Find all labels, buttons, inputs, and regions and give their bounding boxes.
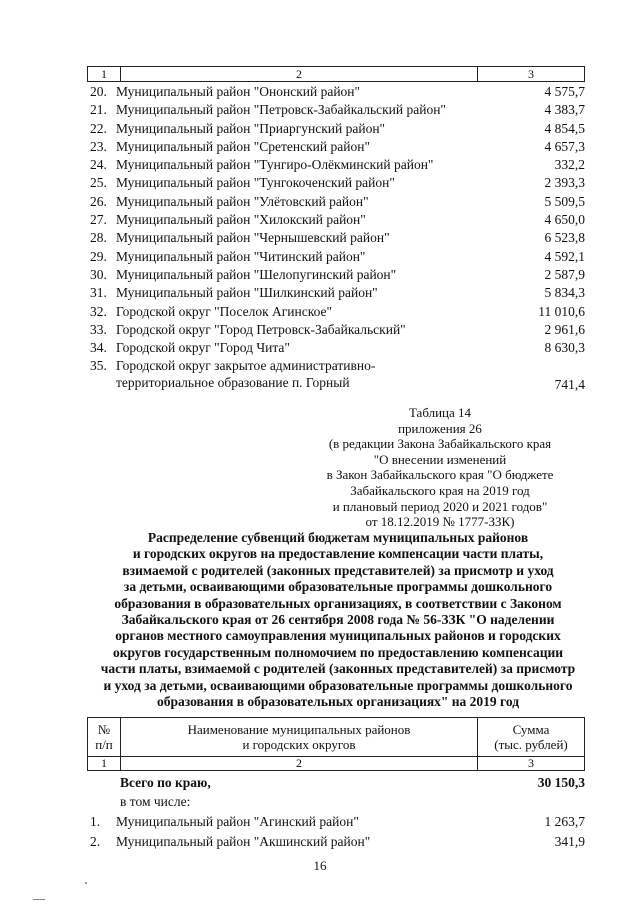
total-label: Всего по краю, bbox=[120, 775, 211, 790]
title-line: и городских округов на предоставление компенсации части платы, bbox=[132, 546, 544, 562]
table-row bbox=[90, 101, 585, 119]
row-number: 22. bbox=[90, 120, 107, 136]
row-number: 24. bbox=[90, 157, 107, 173]
table-row bbox=[90, 284, 585, 302]
main-table-body bbox=[90, 812, 585, 852]
row-name-line1: Городской округ закрытое административно- bbox=[116, 358, 376, 374]
header-number-line2: п/п bbox=[95, 737, 113, 752]
row-name: Муниципальный район "Шилкинский район" bbox=[116, 285, 378, 301]
row-value: 332,2 bbox=[554, 157, 585, 173]
col-number-3: 3 bbox=[528, 755, 534, 770]
row-value: 4 575,7 bbox=[544, 84, 585, 99]
col-number-1: 1 bbox=[88, 756, 121, 770]
title-line: взимаемой с родителей (законных представителей) за присмотр и уход bbox=[122, 562, 554, 578]
table-row bbox=[90, 812, 585, 832]
row-name: Муниципальный район "Хилокский район" bbox=[116, 212, 366, 228]
document-title bbox=[88, 530, 588, 710]
row-name: Городской округ "Поселок Агинское" bbox=[116, 303, 333, 319]
row-value: 5 834,3 bbox=[544, 285, 585, 301]
title-line: образования в образовательных организациях" на 2019 год bbox=[156, 694, 520, 710]
note-line: (в редакции Закона Забайкальского края bbox=[328, 436, 552, 452]
col-number-2: 2 bbox=[121, 756, 478, 770]
table-row bbox=[90, 156, 585, 174]
note-line: от 18.12.2019 № 1777-ЗЗК) bbox=[365, 514, 515, 530]
row-value: 4 650,0 bbox=[544, 212, 585, 228]
row-number: 35. bbox=[90, 358, 107, 374]
title-line: округов государственным полномочием по предоставлению компенсации bbox=[112, 644, 564, 660]
header-number bbox=[88, 718, 121, 756]
total-row bbox=[120, 775, 585, 791]
row-value: 2 393,3 bbox=[544, 175, 585, 191]
row-name: Муниципальный район "Петровск-Забайкальский район" bbox=[116, 102, 446, 118]
note-line: Забайкальского края на 2019 год bbox=[350, 482, 530, 498]
header-number-line1: № bbox=[97, 722, 111, 737]
row-number: 25. bbox=[90, 175, 107, 191]
note-line: и плановый период 2020 и 2021 годов" bbox=[332, 498, 548, 514]
col-number-2: 2 bbox=[121, 67, 478, 81]
row-value: 741,4 bbox=[554, 377, 585, 393]
row-name: Муниципальный район "Сретенский район" bbox=[116, 138, 370, 154]
table-row bbox=[90, 193, 585, 211]
row-number: 33. bbox=[90, 321, 107, 337]
header-name-line2: и городских округов bbox=[242, 737, 356, 752]
table-note bbox=[300, 405, 580, 530]
row-name: Муниципальный район "Акшинский район" bbox=[116, 834, 371, 849]
table-row bbox=[90, 120, 585, 138]
row-name: Муниципальный район "Приаргунский район" bbox=[116, 120, 386, 136]
row-number: 32. bbox=[90, 303, 107, 319]
row-number: 2. bbox=[90, 834, 101, 849]
continuation-table-header bbox=[87, 66, 585, 82]
table-row bbox=[90, 248, 585, 266]
row-value: 4 592,1 bbox=[544, 248, 585, 264]
row-value: 4 854,5 bbox=[544, 120, 585, 136]
row-number: 31. bbox=[90, 285, 107, 301]
row-name: Муниципальный район "Чернышевский район" bbox=[116, 230, 390, 246]
row-name bbox=[116, 357, 495, 393]
continuation-table-body bbox=[90, 83, 585, 393]
table-row bbox=[90, 266, 585, 284]
row-name: Муниципальный район "Ононский район" bbox=[116, 84, 361, 99]
including-label: в том числе: bbox=[120, 794, 191, 809]
row-name: Муниципальный район "Улётовский район" bbox=[116, 193, 369, 209]
note-line: Таблица 14 bbox=[408, 405, 472, 420]
row-value: 11 010,6 bbox=[538, 303, 585, 319]
row-number: 34. bbox=[90, 340, 107, 356]
table-row bbox=[90, 83, 585, 101]
title-line: образования в образовательных организациях, в соответствии с Законом bbox=[114, 595, 562, 611]
row-number: 28. bbox=[90, 230, 107, 246]
row-number: 30. bbox=[90, 266, 107, 282]
row-name-line2: территориальное образование п. Горный bbox=[116, 375, 350, 391]
table-row bbox=[90, 211, 585, 229]
row-number: 21. bbox=[90, 102, 107, 118]
header-name-line1: Наименование муниципальных районов bbox=[187, 722, 411, 737]
table-row bbox=[90, 339, 585, 357]
title-line: за детьми, осваивающими образовательные программы дошкольного bbox=[123, 579, 553, 595]
header-name bbox=[121, 718, 478, 756]
row-name: Муниципальный район "Агинский район" bbox=[116, 814, 359, 829]
row-number: 20. bbox=[90, 84, 107, 99]
title-line: и уход за детьми, осваивающими образовательные программы дошкольного bbox=[103, 677, 573, 693]
row-number: 1. bbox=[90, 814, 101, 829]
row-value: 341,9 bbox=[554, 834, 585, 849]
table-row bbox=[90, 138, 585, 156]
row-value: 4 383,7 bbox=[544, 102, 585, 118]
scan-mark bbox=[33, 899, 45, 900]
scan-speck bbox=[85, 882, 87, 884]
row-name: Городской округ "Город Чита" bbox=[116, 340, 290, 356]
table-row bbox=[90, 229, 585, 247]
table-row bbox=[90, 303, 585, 321]
note-line: в Закон Забайкальского края "О бюджете bbox=[326, 467, 554, 483]
row-name: Муниципальный район "Читинский район" bbox=[116, 248, 366, 264]
title-line: части платы, взимаемой с родителей (законных представителей) за присмотр bbox=[100, 661, 576, 677]
header-sum-line2: (тыс. рублей) bbox=[494, 737, 568, 752]
row-value: 2 587,9 bbox=[544, 266, 585, 282]
col-number-3: 3 bbox=[528, 67, 534, 81]
note-line: "О внесении изменений bbox=[373, 451, 507, 467]
row-value: 1 263,7 bbox=[544, 814, 585, 829]
table-row bbox=[90, 174, 585, 192]
row-value: 4 657,3 bbox=[544, 138, 585, 154]
title-line: Забайкальского края от 26 сентября 2008 года № 56-ЗЗК "О наделении bbox=[121, 612, 555, 628]
main-table-header bbox=[87, 717, 585, 757]
header-sum-line1: Сумма bbox=[512, 722, 550, 737]
row-value: 5 509,5 bbox=[544, 193, 585, 209]
row-number: 26. bbox=[90, 193, 107, 209]
row-number: 27. bbox=[90, 212, 107, 228]
row-number: 23. bbox=[90, 138, 107, 154]
row-name: Муниципальный район "Тунгокоченский район" bbox=[116, 175, 395, 191]
table-row bbox=[90, 357, 585, 393]
title-line: Распределение субвенций бюджетам муниципальных районов bbox=[147, 530, 529, 545]
row-name: Муниципальный район "Тунгиро-Олёкминский район" bbox=[116, 157, 434, 173]
row-name: Муниципальный район "Шелопугинский район" bbox=[116, 266, 397, 282]
main-table-column-numbers bbox=[87, 756, 585, 771]
note-line: приложения 26 bbox=[398, 420, 482, 436]
page-number: 16 bbox=[313, 858, 327, 873]
header-sum bbox=[478, 718, 584, 756]
row-number: 29. bbox=[90, 248, 107, 264]
row-value: 6 523,8 bbox=[544, 230, 585, 246]
row-name: Городской округ "Город Петровск-Забайкальский" bbox=[116, 321, 406, 337]
total-value: 30 150,3 bbox=[537, 775, 585, 790]
table-row bbox=[90, 321, 585, 339]
row-value: 2 961,6 bbox=[544, 321, 585, 337]
title-line: органов местного самоуправления муниципальных районов и городских bbox=[115, 628, 561, 644]
col-number-1: 1 bbox=[88, 67, 121, 81]
table-row bbox=[90, 832, 585, 852]
row-value: 8 630,3 bbox=[544, 340, 585, 356]
